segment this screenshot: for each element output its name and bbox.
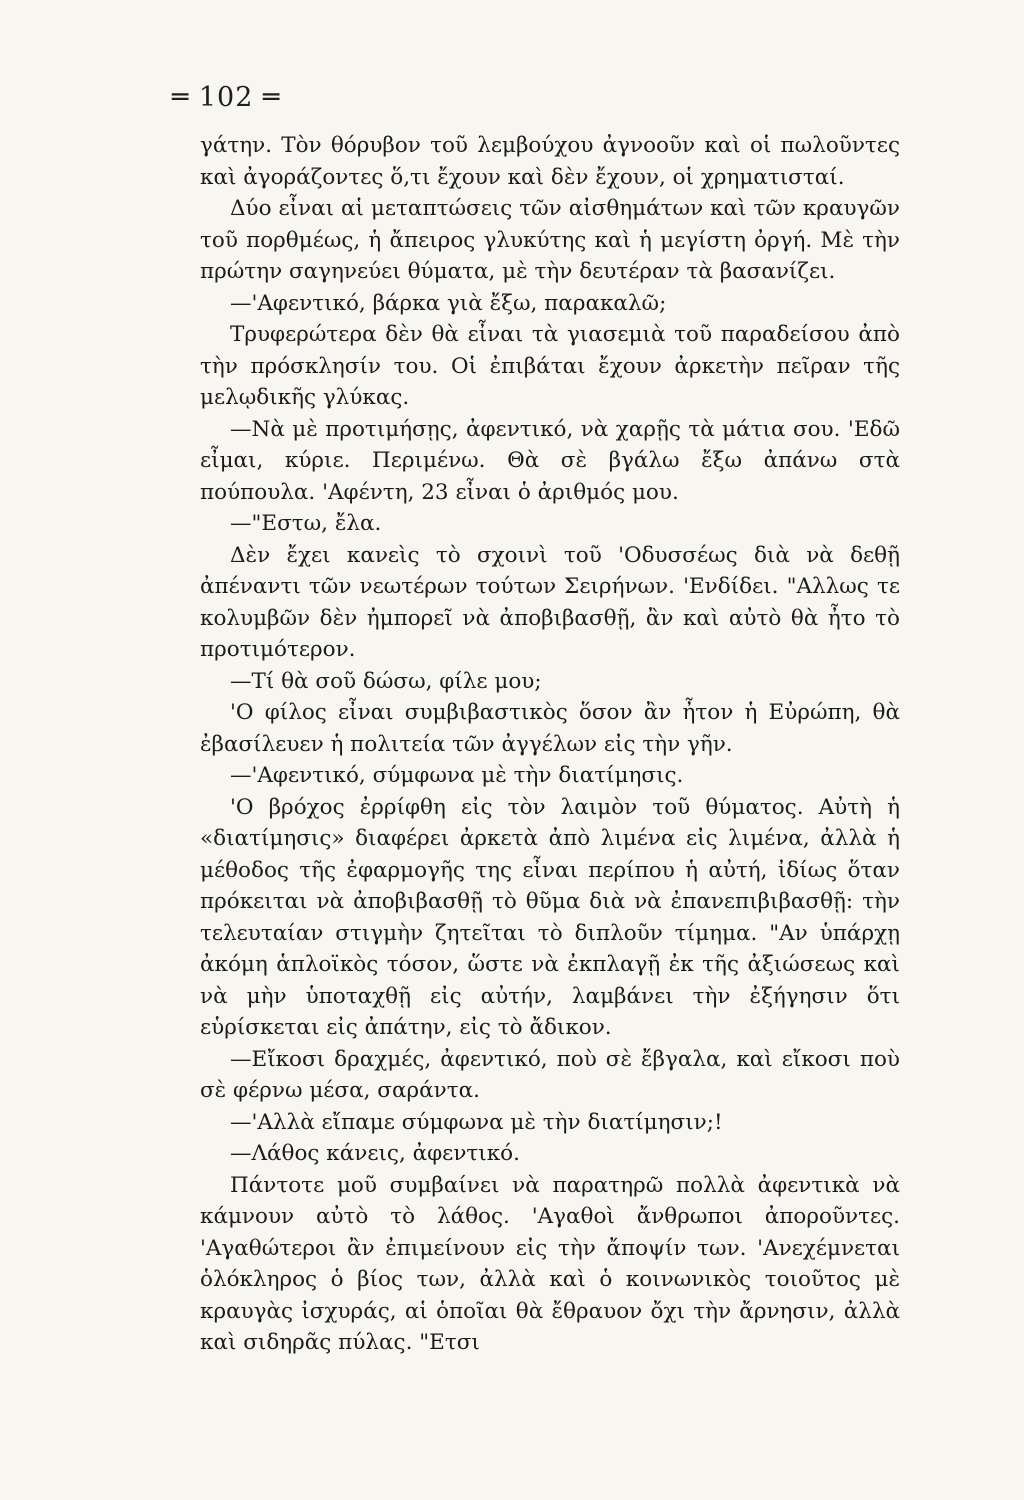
paragraph: Δύο εἶναι αἱ μεταπτώσεις τῶν αἰσθημάτων καὶ τῶν κραυγῶν τοῦ πορθμέως, ἡ ἄπειρος γλυκύτης καὶ ἡ μεγίστη ὀργή. Μὲ τὴν πρώτην σαγηνεύει θύματα, μὲ τὴν δευτέραν τὰ βασανίζει. bbox=[200, 196, 900, 284]
paragraph: Τρυφερώτερα δὲν θὰ εἶναι τὰ γιασεμιὰ τοῦ παραδείσου ἀπὸ τὴν πρόσκλησίν του. Οἱ ἐπιβάται ἔχουν ἀρκετὴν πεῖραν τῆς μελῳδικῆς γλύκας. bbox=[200, 322, 900, 410]
paragraph: —Λάθος κάνεις, ἀφεντικό. bbox=[230, 1141, 520, 1166]
paragraph: Πάντοτε μοῦ συμβαίνει νὰ παρατηρῶ πολλὰ ἀφεντικὰ νὰ κάμνουν αὐτὸ τὸ λάθος. 'Αγαθοὶ ἄνθρωποι ἀποροῦντες. 'Αγαθώτεροι ἂν ἐπιμείνουν εἰς τὴν ἄποψίν των. 'Ανεχέμνεται ὁλόκληρος ὁ βίος των, ἀλλὰ καὶ ὁ κοινωνικὸς τοιοῦτος μὲ κραυγὰς ἰσχυράς, αἱ ὁποῖαι θὰ ἔθραυον ὄχι τὴν ἄρνησιν, ἀλλὰ καὶ σιδηρᾶς πύλας. "Ετσι bbox=[200, 1172, 900, 1355]
paragraph: —'Αλλὰ εἴπαμε σύμφωνα μὲ τὴν διατίμησιν;! bbox=[230, 1109, 723, 1135]
page-number: ═ 102 ═ bbox=[172, 82, 281, 113]
paragraph: —Εἴκοσι δραχμές, ἀφεντικό, ποὺ σὲ ἔβγαλα, καὶ εἴκοσι ποὺ σὲ φέρνω μέσα, σαράντα. bbox=[200, 1046, 900, 1103]
body-text bbox=[200, 130, 900, 1359]
paragraph: γάτην. Τὸν θόρυβον τοῦ λεμβούχου ἀγνοοῦν καὶ οἱ πωλοῦντες καὶ ἀγοράζοντες ὅ,τι ἔχουν καὶ δὲν ἔχουν, οἱ χρηματισταί. bbox=[200, 133, 900, 190]
paragraph: —"Εστω, ἔλα. bbox=[230, 511, 382, 536]
paragraph: —Τί θὰ σοῦ δώσω, φίλε μου; bbox=[230, 668, 542, 694]
paragraph: 'Ο φίλος εἶναι συμβιβαστικὸς ὅσον ἂν ἦτον ἡ Εὐρώπη, θὰ ἐβασίλευεν ἡ πολιτεία τῶν ἀγγέλων εἰς τὴν γῆν. bbox=[200, 700, 900, 757]
paragraph: 'Ο βρόχος ἐρρίφθη εἰς τὸν λαιμὸν τοῦ θύματος. Αὐτὴ ἡ «διατίμησις» διαφέρει ἀρκετὰ ἀπὸ λιμένα εἰς λιμένα, ἀλλὰ ἡ μέθοδος τῆς ἐφαρμογῆς της εἶναι περίπου ἡ αὐτή, ἰδίως ὅταν πρόκειται νὰ ἀποβιβασθῇ τὸ θῦμα διὰ νὰ ἐπανεπιβιβασθῇ: τὴν τελευταίαν στιγμὴν ζητεῖται τὸ διπλοῦν τίμημα. "Αν ὑπάρχῃ ἀκόμη ἁπλοϊκὸς τόσον, ὥστε νὰ ἐκπλαγῇ ἐκ τῆς ἀξιώσεως καὶ νὰ μὴν ὑποταχθῇ εἰς αὐτήν, λαμβάνει τὴν ἐξήγησιν ὅτι εὑρίσκεται εἰς ἀπάτην, εἰς τὸ ἄδικον. bbox=[200, 794, 900, 1040]
paragraph: —Νὰ μὲ προτιμήσῃς, ἀφεντικό, νὰ χαρῇς τὰ μάτια σου. 'Εδῶ εἶμαι, κύριε. Περιμένω. Θὰ σὲ βγάλω ἔξω ἀπάνω στὰ πούπουλα. 'Αφέντη, 23 εἶναι ὁ ἀριθμός μου. bbox=[200, 416, 900, 505]
paragraph: —'Αφεντικό, βάρκα γιὰ ἔξω, παρακαλῶ; bbox=[230, 290, 667, 316]
paragraph: —'Αφεντικό, σύμφωνα μὲ τὴν διατίμησις. bbox=[230, 763, 684, 788]
paragraph: Δὲν ἔχει κανεὶς τὸ σχοινὶ τοῦ 'Οδυσσέως διὰ νὰ δεθῇ ἀπέναντι τῶν νεωτέρων τούτων Σειρήνων. 'Ενδίδει. "Αλλως τε κολυμβῶν δὲν ἠμπορεῖ νὰ ἀποβιβασθῇ, ἂν καὶ αὐτὸ θὰ ἦτο τὸ προτιμότερον. bbox=[200, 542, 900, 662]
